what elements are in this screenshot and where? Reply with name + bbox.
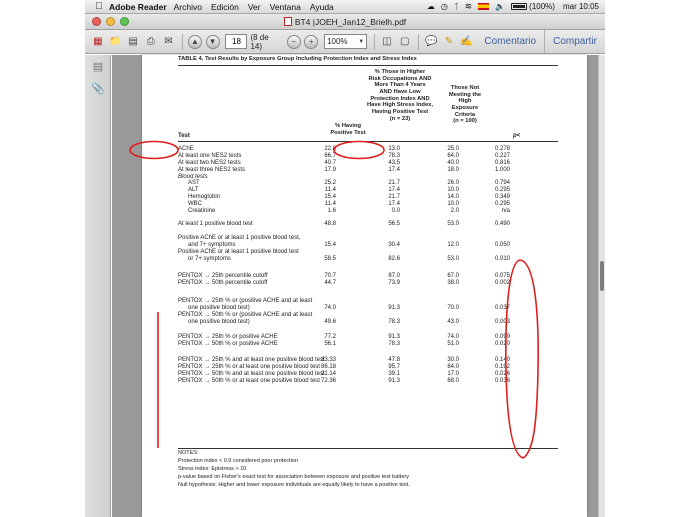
cell-high-risk: 56.5 xyxy=(388,221,400,227)
create-pdf-icon[interactable]: ▦ xyxy=(93,36,103,47)
row-label: PENTOX → 50th % and at least one positive blood test xyxy=(178,371,325,377)
cell-high-risk: 43.5 xyxy=(388,160,400,166)
row-label: At least three NES2 tests xyxy=(178,167,246,173)
menu-ver[interactable]: Ver xyxy=(247,1,261,12)
pdf-file-icon xyxy=(284,17,292,26)
cell-p-value: 0.295 xyxy=(494,187,510,193)
cell-not-meeting: 18.0 xyxy=(447,167,459,173)
cell-positive: 66.7 xyxy=(324,153,336,159)
cell-p-value: n/a xyxy=(501,208,510,214)
cell-high-risk: 78.3 xyxy=(388,341,400,347)
status-time-machine-icon[interactable]: ◷ xyxy=(440,2,448,11)
cell-p-value: 0.037 xyxy=(494,305,510,311)
share-panel-button[interactable]: Compartir xyxy=(544,30,605,53)
cell-p-value: 0.002 xyxy=(494,280,510,286)
row-label: At least two NES2 tests xyxy=(178,160,241,166)
cell-p-value: 0.816 xyxy=(494,160,510,166)
cell-positive: 48.8 xyxy=(324,221,336,227)
menubar-clock[interactable]: mar 10:05 xyxy=(562,2,599,11)
row-label: Positive AChE or at least 1 positive blood test xyxy=(178,249,299,255)
arrow-up-icon: ▲ xyxy=(188,35,202,49)
cell-p-value: 0.075 xyxy=(494,273,510,279)
cell-not-meeting: 2.0 xyxy=(450,208,459,214)
cell-not-meeting: 84.0 xyxy=(447,364,459,370)
cell-positive: 11.4 xyxy=(324,201,336,207)
cell-high-risk: 39.1 xyxy=(388,371,400,377)
row-label: PENTOX → 25th % or positive ACHE xyxy=(178,334,278,340)
cell-high-risk: 91.3 xyxy=(388,378,400,384)
row-label: PENTOX → 25th % or at least one positive blood test xyxy=(178,364,320,370)
zoom-out-button[interactable] xyxy=(286,34,302,50)
cell-not-meeting: 67.0 xyxy=(447,273,459,279)
cell-positive: 15.4 xyxy=(324,194,336,200)
cell-not-meeting: 30.0 xyxy=(447,357,459,363)
cell-positive: 21.14 xyxy=(320,371,336,377)
system-menubar xyxy=(85,0,605,14)
reader-toolbar xyxy=(85,30,605,54)
chevron-down-icon: ▼ xyxy=(358,38,365,45)
zoom-level-select[interactable] xyxy=(324,34,367,49)
cell-p-value: 0.050 xyxy=(494,242,510,248)
table-header-rule xyxy=(178,141,558,142)
cell-not-meeting: 17.0 xyxy=(447,371,459,377)
cell-p-value: 1.000 xyxy=(494,167,510,173)
cell-positive: 22.8 xyxy=(324,146,336,152)
note-line: NOTES: xyxy=(178,450,199,456)
cell-high-risk: 78.3 xyxy=(388,319,400,325)
cell-high-risk: 73.9 xyxy=(388,280,400,286)
plus-icon: + xyxy=(304,35,318,49)
cell-positive: 49.6 xyxy=(324,319,336,325)
row-label: or 7+ symptoms xyxy=(188,256,231,262)
row-label: PENTOX → 25th % and at least one positive blood test xyxy=(178,357,325,363)
next-page-button[interactable] xyxy=(205,34,221,50)
cell-p-value: 0.036 xyxy=(494,378,510,384)
cell-high-risk: 78.3 xyxy=(388,153,400,159)
cell-p-value: 0.349 xyxy=(494,194,510,200)
cell-p-value: 0.490 xyxy=(494,221,510,227)
cell-high-risk: 87.0 xyxy=(388,273,400,279)
row-label: Positive AChE or at least 1 positive blood test, xyxy=(178,235,301,241)
cell-p-value: 0.010 xyxy=(494,256,510,262)
row-label: AChE xyxy=(178,146,194,152)
print-icon[interactable]: ⎙ xyxy=(146,36,155,47)
col-header-p: p< xyxy=(513,133,521,139)
vertical-scrollbar[interactable] xyxy=(598,55,605,517)
row-label: PENTOX → 50th % or (positive ACHE and at least xyxy=(178,312,313,318)
note-line: Protection index < 0.9 considered poor protection xyxy=(178,458,299,464)
cell-high-risk: 91.3 xyxy=(388,305,400,311)
email-icon[interactable]: ✉ xyxy=(164,36,173,47)
cell-high-risk: 17.4 xyxy=(388,187,400,193)
prev-page-button[interactable] xyxy=(187,34,203,50)
note-line: p-value based on Fisher's exact test for association between exposure and positive test battery xyxy=(178,474,409,480)
attachments-paperclip-icon[interactable]: 📎 xyxy=(91,82,105,95)
row-label: PENTOX → 50th percentile cutoff xyxy=(178,280,268,286)
cell-positive: 72.36 xyxy=(320,378,336,384)
cell-positive: 58.5 xyxy=(324,256,336,262)
col-header-test: Test xyxy=(178,133,190,139)
cell-not-meeting: 25.0 xyxy=(447,146,459,152)
full-screen-icon[interactable]: ▢ xyxy=(399,36,410,47)
cell-not-meeting: 10.0 xyxy=(447,187,459,193)
col-header-high-risk: % Those in Higher Risk Occupations AND More Than 4 Years AND Have Low Protection Index AND Have High Stress Index, Having Positive Test (n = 23) xyxy=(366,69,434,122)
row-label: one positive blood test) xyxy=(188,319,250,325)
pdf-page xyxy=(142,55,587,517)
status-cloud-icon[interactable]: ☁ xyxy=(426,2,435,11)
cell-positive: 40.7 xyxy=(324,160,336,166)
cell-high-risk: 21.7 xyxy=(388,180,400,186)
note-line: Stress index: Epistress > 10 xyxy=(178,466,247,472)
save-icon[interactable]: ▤ xyxy=(128,36,138,47)
cell-p-value: 0.295 xyxy=(494,201,510,207)
table-bottom-rule xyxy=(178,448,558,449)
scroll-thumb[interactable] xyxy=(600,261,604,291)
comment-panel-button[interactable]: Comentario xyxy=(484,36,537,47)
table-title: TABLE 4. Test Results by Exposure Group Including Protection Index and Stress Index xyxy=(178,56,417,62)
status-wifi-icon[interactable]: ≋ xyxy=(464,1,473,11)
window-title-text: BT4 |JOEH_Jan12_Brielh.pdf xyxy=(294,16,407,27)
cell-not-meeting: 70.0 xyxy=(447,305,459,311)
cell-high-risk: 30.4 xyxy=(388,242,400,248)
cell-high-risk: 91.3 xyxy=(388,334,400,340)
cell-not-meeting: 43.0 xyxy=(447,319,459,325)
cell-not-meeting: 14.0 xyxy=(447,194,459,200)
cell-p-value: 0.278 xyxy=(494,146,510,152)
cell-high-risk: 0.0 xyxy=(391,208,400,214)
toolbar-separator xyxy=(418,34,419,50)
page-thumbnails-icon[interactable]: ▤ xyxy=(92,60,104,73)
cell-high-risk: 47.8 xyxy=(388,357,400,363)
open-file-icon[interactable]: 📁 xyxy=(109,36,122,47)
menu-ayuda[interactable]: Ayuda xyxy=(309,1,334,12)
cell-high-risk: 17.4 xyxy=(388,167,400,173)
battery-icon xyxy=(511,3,527,10)
apple-logo-icon[interactable] xyxy=(91,1,107,12)
fit-page-icon[interactable]: ◫ xyxy=(382,36,392,47)
highlight-icon[interactable]: ✎ xyxy=(444,36,454,47)
cell-positive: 17.9 xyxy=(324,167,336,173)
cell-high-risk: 95.7 xyxy=(388,364,400,370)
toolbar-separator xyxy=(182,34,183,50)
zoom-level-value: 100% xyxy=(327,37,348,46)
page-count-label: (8 de 14) xyxy=(250,32,269,51)
cell-not-meeting: 40.0 xyxy=(447,160,459,166)
col-header-not-meeting: Those Not Meeting the High Exposure Criteria (n = 100) xyxy=(448,85,482,125)
toolbar-separator xyxy=(374,34,375,50)
status-bluetooth-icon[interactable]: ᛏ xyxy=(453,2,459,11)
cell-not-meeting: 74.0 xyxy=(447,334,459,340)
minus-icon: − xyxy=(287,35,301,49)
row-label: At least 1 positive blood test xyxy=(178,221,253,227)
cell-not-meeting: 26.0 xyxy=(447,180,459,186)
row-label: WBC xyxy=(188,201,202,207)
cell-p-value: 0.099 xyxy=(494,334,510,340)
cell-positive: 15.4 xyxy=(324,242,336,248)
cell-high-risk: 21.7 xyxy=(388,194,400,200)
note-line: Null hypothesis: Higher and lower exposure individuals are equally likely to have a positive test. xyxy=(178,482,410,488)
status-volume-icon[interactable]: 🔈 xyxy=(495,2,506,11)
cell-not-meeting: 38.0 xyxy=(447,280,459,286)
row-label: and 7+ symptoms xyxy=(188,242,236,248)
cell-p-value: 0.192 xyxy=(494,364,510,370)
row-label: PENTOX → 50th % or at least one positive blood test xyxy=(178,378,320,384)
cell-not-meeting: 68.0 xyxy=(447,378,459,384)
cell-p-value: 0.003 xyxy=(494,319,510,325)
cell-positive: 11.4 xyxy=(324,187,336,193)
cell-p-value: 0.227 xyxy=(494,153,510,159)
cell-not-meeting: 53.0 xyxy=(447,256,459,262)
sign-icon[interactable]: ✍ xyxy=(460,36,473,47)
cell-positive: 44.7 xyxy=(324,280,336,286)
menu-ventana[interactable]: Ventana xyxy=(269,1,301,12)
row-label: Blood tests xyxy=(178,174,208,180)
cell-positive: 86.18 xyxy=(320,364,336,370)
cell-p-value: 0.026 xyxy=(494,371,510,377)
cell-positive: 1.6 xyxy=(327,208,336,214)
row-label: AST xyxy=(188,180,200,186)
cell-not-meeting: 64.0 xyxy=(447,153,459,159)
cell-positive: 56.1 xyxy=(324,341,336,347)
window-title xyxy=(85,17,605,27)
toolbar-right-panel xyxy=(476,30,605,53)
row-label: At least one NES2 tests xyxy=(178,153,242,159)
cell-not-meeting: 10.0 xyxy=(447,201,459,207)
cell-positive: 74.0 xyxy=(324,305,336,311)
cell-positive: 70.7 xyxy=(324,273,336,279)
cell-high-risk: 17.4 xyxy=(388,201,400,207)
row-label: Creatinine xyxy=(188,208,216,214)
cell-positive: 25.2 xyxy=(324,180,336,186)
menu-edicion[interactable]: Edición xyxy=(210,1,239,12)
row-label: PENTOX → 25th percentile cutoff xyxy=(178,273,268,279)
status-battery[interactable] xyxy=(511,2,555,11)
row-label: one positive blood test) xyxy=(188,305,250,311)
row-label: PENTOX → 50th % or positive ACHE xyxy=(178,341,278,347)
cell-positive: 33.33 xyxy=(320,357,336,363)
comment-note-icon[interactable]: 💬 xyxy=(425,36,438,47)
cell-high-risk: 82.6 xyxy=(388,256,400,262)
cell-positive: 77.2 xyxy=(324,334,336,340)
window-titlebar xyxy=(85,14,605,30)
menu-app-name[interactable]: Adobe Reader xyxy=(109,1,167,12)
menu-archivo[interactable]: Archivo xyxy=(173,1,202,12)
cell-not-meeting: 51.0 xyxy=(447,341,459,347)
cell-p-value: 0.020 xyxy=(494,341,510,347)
battery-percent: (100%) xyxy=(529,2,555,11)
table-top-rule xyxy=(178,65,558,66)
col-header-positive: % Having Positive Test xyxy=(330,123,366,136)
cell-not-meeting: 12.0 xyxy=(447,242,459,248)
status-flag-icon[interactable] xyxy=(478,3,489,10)
arrow-down-icon: ▼ xyxy=(206,35,220,49)
cell-p-value: 0.794 xyxy=(494,180,510,186)
row-label: ALT xyxy=(188,187,199,193)
row-label: Hemoglobin xyxy=(188,194,221,200)
cell-high-risk: 13.0 xyxy=(388,146,400,152)
navigation-rail xyxy=(85,55,111,517)
zoom-in-button[interactable] xyxy=(303,34,319,50)
row-label: PENTOX → 25th % or (positive ACHE and at least xyxy=(178,298,313,304)
cell-p-value: 0.140 xyxy=(494,357,510,363)
page-number-input[interactable] xyxy=(225,34,247,49)
cell-not-meeting: 53.0 xyxy=(447,221,459,227)
